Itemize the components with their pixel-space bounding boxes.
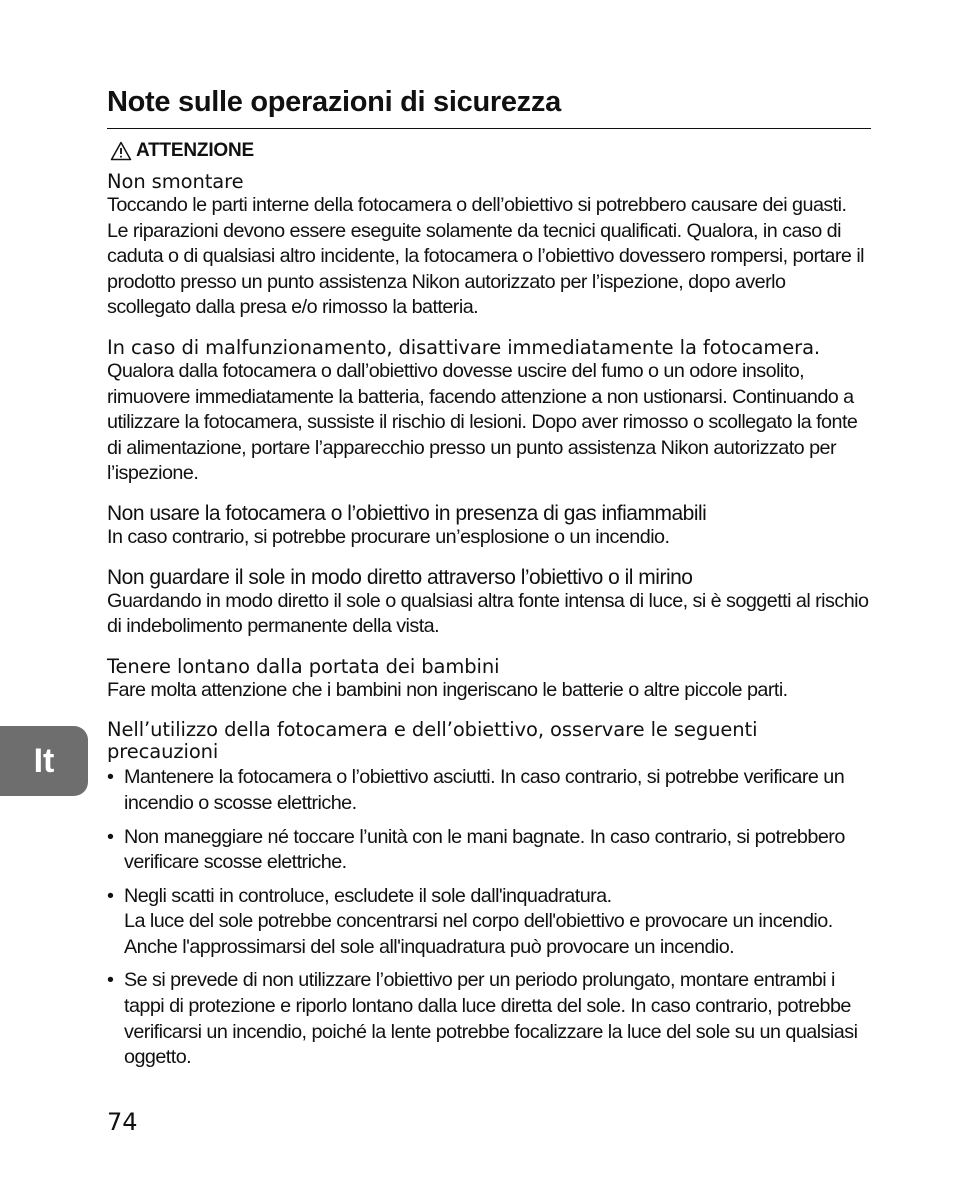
section-children <box>107 656 871 704</box>
list-item <box>107 968 871 1070</box>
list-item-text: Se si prevede di non utilizzare l’obiettivo per un periodo prolungato, montare entrambi i tappi di protezione e riporlo lontano dalla luce diretta del sole. In caso contrario, potrebbe verificarsi un incendio, poiché la lente potrebbe focalizzare la luce del sole su un qualsiasi oggetto. <box>124 969 858 1069</box>
page-title: Note sulle operazioni di sicurezza <box>107 86 561 118</box>
bullet: • <box>107 884 114 907</box>
warning-triangle-icon <box>110 141 132 161</box>
list-item-text: Mantenere la fotocamera o l’obiettivo asciutti. In caso contrario, si potrebbe verificare un incendio o scosse elettriche. <box>124 766 845 814</box>
section-heading: Tenere lontano dalla portata dei bambini <box>107 654 500 678</box>
safety-content <box>107 171 871 1087</box>
list-item <box>107 825 871 876</box>
section-body: Qualora dalla fotocamera o dall’obiettivo dovesse uscire del fumo o un odore insolito, rimuovere immediatamente la batteria, facendo attenzione a non ustionarsi. Continuando a utilizzare la fotocamera, sussiste il rischio di lesioni. Dopo aver rimosso o scollegato la fonte di alimentazione, portare l’apparecchio presso un punto assistenza Nikon autorizzato per l’ispezione. <box>107 359 858 485</box>
bullet: • <box>107 825 114 848</box>
section-heading: Non usare la fotocamera o l’obiettivo in presenza di gas infiammabili <box>107 501 707 525</box>
list-item-note: La luce del sole potrebbe concentrarsi nel corpo dell'obiettivo e provocare un incendio. Anche l'approssimarsi del sole all'inquadratura può provocare un incendio. <box>124 910 833 958</box>
page-number: 74 <box>107 1108 138 1136</box>
section-body: Guardando in modo diretto il sole o qualsiasi altra fonte intensa di luce, si è soggetti al rischio di indebolimento permanente della vista. <box>107 589 869 638</box>
section-body: Fare molta attenzione che i bambini non ingeriscano le batterie o altre piccole parti. <box>107 678 788 701</box>
section-flammable-gas <box>107 503 871 551</box>
precautions-list <box>107 765 871 1071</box>
section-disassembly <box>107 171 871 321</box>
bullet: • <box>107 969 114 992</box>
section-heading: Nell’utilizzo della fotocamera e dell’obiettivo, osservare le seguenti precauzioni <box>107 718 758 764</box>
section-heading: In caso di malfunzionamento, disattivare immediatamente la fotocamera. <box>107 335 821 359</box>
list-item <box>107 884 871 961</box>
section-sun-viewing <box>107 567 871 640</box>
section-malfunction <box>107 337 871 487</box>
bullet: • <box>107 766 114 789</box>
section-body: Toccando le parti interne della fotocamera o dell’obiettivo si potrebbero causare dei guasti. Le riparazioni devono essere eseguite solamente da tecnici qualificati. Qualora, in caso di caduta o di qualsiasi altro incidente, la fotocamera o l’obiettivo dovessero rompersi, portare il prodotto presso un punto assistenza Nikon autorizzato per l’ispezione, dopo averlo scollegato dalla presa e/o rimosso la batteria. <box>107 194 865 319</box>
caution-label <box>110 139 254 163</box>
section-body: In caso contrario, si potrebbe procurare un’esplosione o un incendio. <box>107 525 670 548</box>
section-heading: Non guardare il sole in modo diretto attraverso l’obiettivo o il mirino <box>107 565 693 589</box>
list-item <box>107 765 871 816</box>
list-item-text: Negli scatti in controluce, escludete il sole dall'inquadratura. <box>124 884 612 907</box>
caution-text: ATTENZIONE <box>136 140 254 161</box>
language-tab: It <box>0 726 88 796</box>
section-precautions <box>107 719 871 1071</box>
title-divider <box>107 128 871 129</box>
list-item-text: Non maneggiare né toccare l’unità con le mani bagnate. In caso contrario, si potrebbero verificare scosse elettriche. <box>124 825 845 874</box>
section-heading: Non smontare <box>107 170 244 193</box>
